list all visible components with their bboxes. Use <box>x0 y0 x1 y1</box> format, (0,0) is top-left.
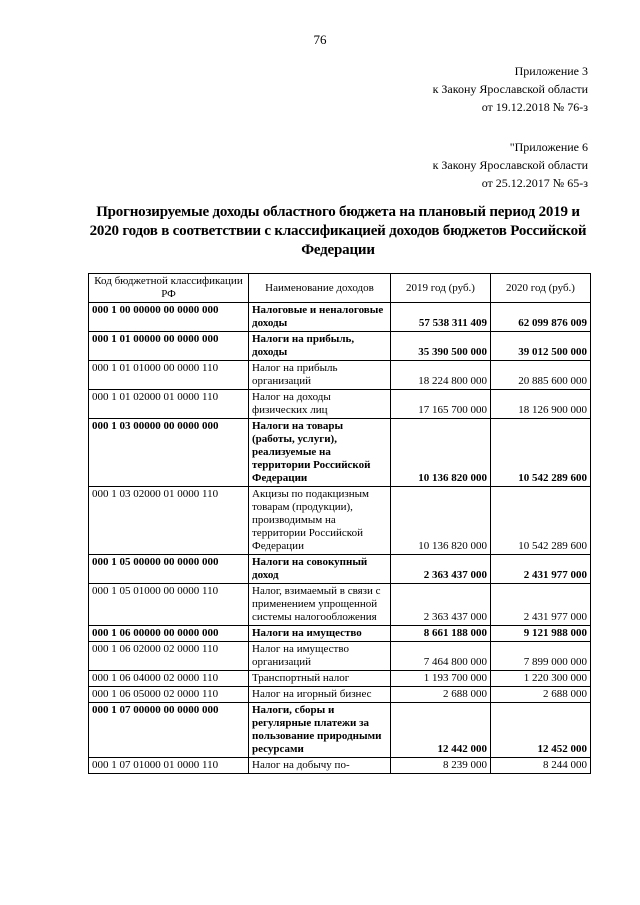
table-body <box>89 303 591 774</box>
row-code: 000 1 07 01000 01 0000 110 <box>89 758 249 774</box>
appendix-original-date: от 25.12.2017 № 65-з <box>481 176 588 190</box>
row-value-2020: 18 126 900 000 <box>491 390 591 419</box>
row-value-2020: 10 542 289 600 <box>491 487 591 555</box>
row-name: Налоги на совокупный доход <box>249 555 391 584</box>
row-value-2019: 8 661 188 000 <box>391 626 491 642</box>
row-value-2019: 2 688 000 <box>391 687 491 703</box>
page-number: 76 <box>313 32 327 47</box>
row-value-2020: 39 012 500 000 <box>491 332 591 361</box>
row-code: 000 1 00 00000 00 0000 000 <box>89 303 249 332</box>
row-name: Транспортный налог <box>249 671 391 687</box>
row-name: Налоговые и неналоговые доходы <box>249 303 391 332</box>
table-row <box>89 642 591 671</box>
row-value-2019: 1 193 700 000 <box>391 671 491 687</box>
row-code: 000 1 01 00000 00 0000 000 <box>89 332 249 361</box>
row-value-2019: 17 165 700 000 <box>391 390 491 419</box>
row-value-2020: 2 431 977 000 <box>491 555 591 584</box>
row-value-2020: 2 431 977 000 <box>491 584 591 626</box>
table-row <box>89 332 591 361</box>
row-value-2019: 8 239 000 <box>391 758 491 774</box>
table-row <box>89 758 591 774</box>
appendix-original-law: к Закону Ярославской области <box>432 158 588 172</box>
table-row <box>89 626 591 642</box>
appendix-current-law: к Закону Ярославской области <box>432 82 588 96</box>
row-code: 000 1 06 05000 02 0000 110 <box>89 687 249 703</box>
table-row <box>89 390 591 419</box>
row-value-2020: 8 244 000 <box>491 758 591 774</box>
row-code: 000 1 03 00000 00 0000 000 <box>89 419 249 487</box>
table-row <box>89 419 591 487</box>
row-name: Налог на прибыль организаций <box>249 361 391 390</box>
header-code: Код бюджетной классификации РФ <box>89 274 249 303</box>
row-name: Налог на игорный бизнес <box>249 687 391 703</box>
row-name: Акцизы по подакцизным товарам (продукции), производимым на территории Российской Федерации <box>249 487 391 555</box>
row-code: 000 1 01 02000 01 0000 110 <box>89 390 249 419</box>
table-row <box>89 671 591 687</box>
table-row <box>89 361 591 390</box>
row-name: Налоги на товары (работы, услуги), реализуемые на территории Российской Федерации <box>249 419 391 487</box>
appendix-current-date: от 19.12.2018 № 76-з <box>481 100 588 114</box>
row-value-2019: 18 224 800 000 <box>391 361 491 390</box>
table-row <box>89 687 591 703</box>
row-value-2019: 57 538 311 409 <box>391 303 491 332</box>
row-name: Налог на доходы физических лиц <box>249 390 391 419</box>
row-code: 000 1 01 01000 00 0000 110 <box>89 361 249 390</box>
table-row <box>89 487 591 555</box>
row-value-2019: 7 464 800 000 <box>391 642 491 671</box>
table-row <box>89 303 591 332</box>
row-code: 000 1 03 02000 01 0000 110 <box>89 487 249 555</box>
row-code: 000 1 05 00000 00 0000 000 <box>89 555 249 584</box>
row-value-2020: 9 121 988 000 <box>491 626 591 642</box>
row-name: Налоги, сборы и регулярные платежи за пользование природными ресурсами <box>249 703 391 758</box>
row-value-2020: 20 885 600 000 <box>491 361 591 390</box>
row-value-2020: 1 220 300 000 <box>491 671 591 687</box>
appendix-original-block <box>433 138 588 192</box>
row-value-2019: 2 363 437 000 <box>391 555 491 584</box>
row-value-2020: 12 452 000 <box>491 703 591 758</box>
row-name: Налоги на имущество <box>249 626 391 642</box>
row-code: 000 1 07 00000 00 0000 000 <box>89 703 249 758</box>
table-row <box>89 703 591 758</box>
row-value-2019: 10 136 820 000 <box>391 419 491 487</box>
row-name: Налог на добычу по- <box>249 758 391 774</box>
row-name: Налог на имущество организаций <box>249 642 391 671</box>
row-name: Налоги на прибыль, доходы <box>249 332 391 361</box>
header-name: Наименование доходов <box>249 274 391 303</box>
row-code: 000 1 05 01000 00 0000 110 <box>89 584 249 626</box>
row-value-2020: 62 099 876 009 <box>491 303 591 332</box>
document-title: Прогнозируемые доходы областного бюджета на плановый период 2019 и 2020 годов в соответствии с классификацией доходов бюджетов Российской Федерации <box>89 204 587 258</box>
table-header-row <box>89 274 591 303</box>
row-value-2019: 12 442 000 <box>391 703 491 758</box>
row-code: 000 1 06 00000 00 0000 000 <box>89 626 249 642</box>
table-row <box>89 555 591 584</box>
header-2020: 2020 год (руб.) <box>491 274 591 303</box>
row-code: 000 1 06 04000 02 0000 110 <box>89 671 249 687</box>
row-value-2019: 35 390 500 000 <box>391 332 491 361</box>
row-code: 000 1 06 02000 02 0000 110 <box>89 642 249 671</box>
appendix-original-title: "Приложение 6 <box>509 140 588 154</box>
row-value-2020: 7 899 000 000 <box>491 642 591 671</box>
table-row <box>89 584 591 626</box>
row-value-2020: 2 688 000 <box>491 687 591 703</box>
appendix-current-block <box>433 62 588 116</box>
appendix-current-title: Приложение 3 <box>514 64 588 78</box>
revenue-table <box>88 273 591 774</box>
header-2019: 2019 год (руб.) <box>391 274 491 303</box>
row-value-2019: 10 136 820 000 <box>391 487 491 555</box>
row-name: Налог, взимаемый в связи с применением упрощенной системы налогообложения <box>249 584 391 626</box>
row-value-2019: 2 363 437 000 <box>391 584 491 626</box>
row-value-2020: 10 542 289 600 <box>491 419 591 487</box>
